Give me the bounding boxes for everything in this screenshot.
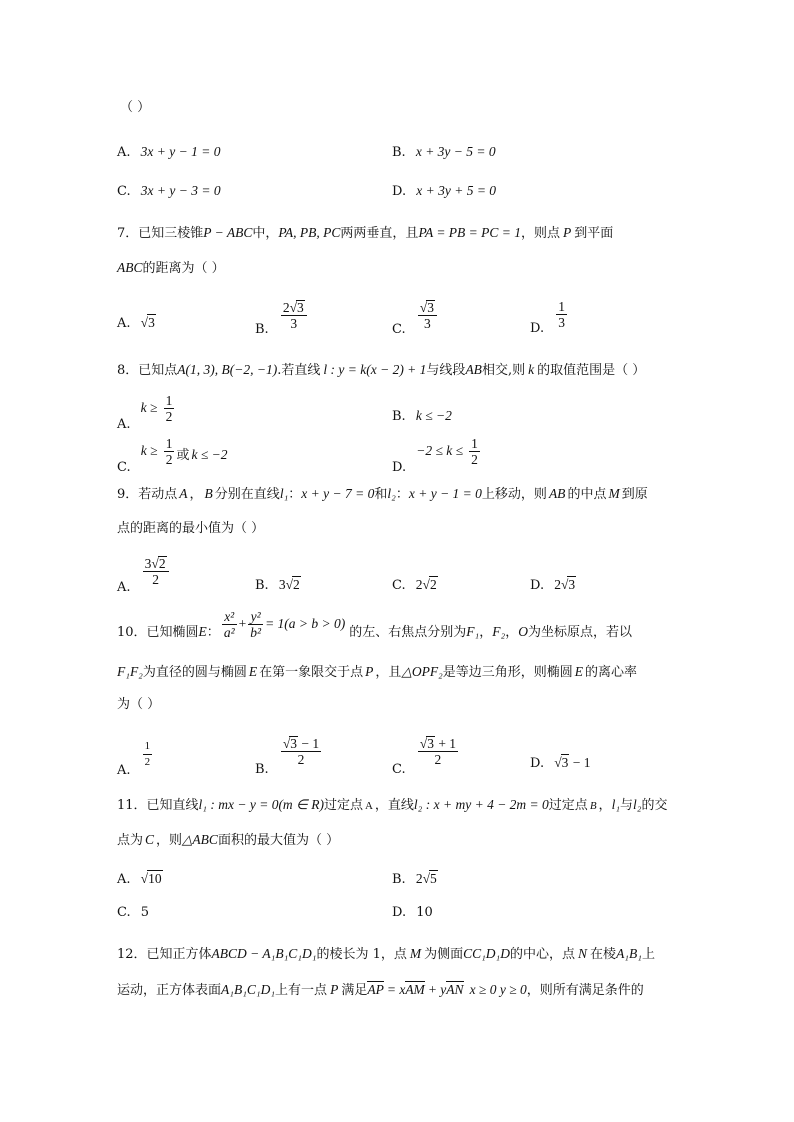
q9-option-a[interactable]: A. $\frac{3√2}{2}$	[117, 556, 171, 596]
q8-option-c[interactable]: C. k ≥ $\frac{1}{2}$ 或 k ≤ −2	[117, 436, 228, 475]
q8-option-a[interactable]: A. k ≥ $\frac{1}{2}$	[117, 393, 173, 432]
q7-option-d[interactable]: D. $\frac{1}{3}$	[530, 299, 565, 336]
q11-option-b[interactable]: B. 2√5	[392, 871, 437, 887]
q11-option-d[interactable]: D. 10	[392, 905, 433, 920]
q7-option-b[interactable]: B. $\frac{2√3}{3}$	[255, 300, 309, 336]
q7-option-c[interactable]: C. $\frac{√3}{3}$	[392, 300, 439, 336]
q7-stem-line2: ABC的距离为（ ）	[117, 260, 225, 276]
q11-option-a[interactable]: A. √10	[117, 871, 162, 887]
q8-option-b[interactable]: B. k ≤ −2	[392, 408, 452, 424]
q10-option-b[interactable]: B. $\frac{√3 - 1}{2}$	[255, 736, 320, 777]
q6-option-d[interactable]: D. x + 3y + 5 = 0	[392, 183, 497, 199]
q8-stem: 8．已知点A(1, 3), B(−2, −1).若直线 l : y = k(x − 2) + 1与线段AB相交,则 k 的取值范围是（ ）	[117, 362, 646, 378]
q6-option-b[interactable]: B. x + 3y − 5 = 0	[392, 144, 496, 160]
q6-option-c[interactable]: C. 3x + y − 3 = 0	[117, 183, 221, 199]
q10-option-d[interactable]: D. √3 − 1	[530, 755, 591, 771]
q7-option-a[interactable]: A. √3	[117, 315, 155, 331]
q7-stem-line1: 7．已知三棱锥P − ABC中，PA, PB, PC两两垂直，且PA = PB = PC = 1，则点 P 到平面	[117, 225, 614, 241]
q11-stem-line2: 点为 C ，则△ABC面积的最大值为（ ）	[117, 832, 340, 848]
q9-option-b[interactable]: B. 3√2	[255, 577, 300, 593]
q8-option-d[interactable]: D. −2 ≤ k ≤ $\frac{1}{2}$	[392, 436, 478, 475]
q10-stem-line2: F₁F₂为直径的圆与椭圆 E 在第一象限交于点 P ，且△OPF₂是等边三角形，则椭圆 E 的离心率	[117, 664, 638, 680]
q9-option-d[interactable]: D. 2√3	[530, 577, 576, 593]
q9-stem-line2: 点的距离的最小值为（ ）	[117, 521, 265, 536]
q12-stem-line1: 12．已知正方体ABCD − A₁B₁C₁D₁的棱长为 1，点 M 为侧面CC₁D₁D的中心，点 N 在棱A₁B₁上	[117, 946, 655, 962]
q9-stem-line1: 9．若动点 A ， B 分别在直线l₁：x + y − 7 = 0和l₂：x + y − 1 = 0上移动，则 AB 的中点 M 到原	[117, 486, 648, 502]
q10-option-c[interactable]: C. $\frac{√3 + 1}{2}$	[392, 736, 457, 777]
q11-stem-line1: 11．已知直线l₁ : mx − y = 0(m ∈ R)过定点 A ，直线l₂ : x + my + 4 − 2m = 0过定点 B ，l₁与l₂的交	[117, 797, 668, 813]
q10-option-a[interactable]: A. $\frac{1}{2}$	[117, 740, 151, 778]
q10-stem-line1: 10．已知椭圆E： $\frac{\text{x²}}{\text{a²}}$ + $\frac{\text{y²}}{\text{b²}}$ = 1(a > b > 0)的左、右焦点分别为F₁，F₂，O为坐标原点，若以	[117, 609, 632, 640]
q10-stem-line3: 为（ ）	[117, 697, 161, 712]
q9-option-c[interactable]: C. 2√2	[392, 577, 437, 593]
q11-option-c[interactable]: C. 5	[117, 905, 150, 920]
q6-answer-paren: （ ）	[120, 100, 151, 115]
q12-stem-line2: 运动，正方体表面A₁B₁C₁D₁上有一点 P 满足AP = xAM + yAN x ≥ 0 y ≥ 0，则所有满足条件的	[117, 982, 644, 998]
q6-option-a[interactable]: A. 3x + y − 1 = 0	[117, 144, 221, 160]
